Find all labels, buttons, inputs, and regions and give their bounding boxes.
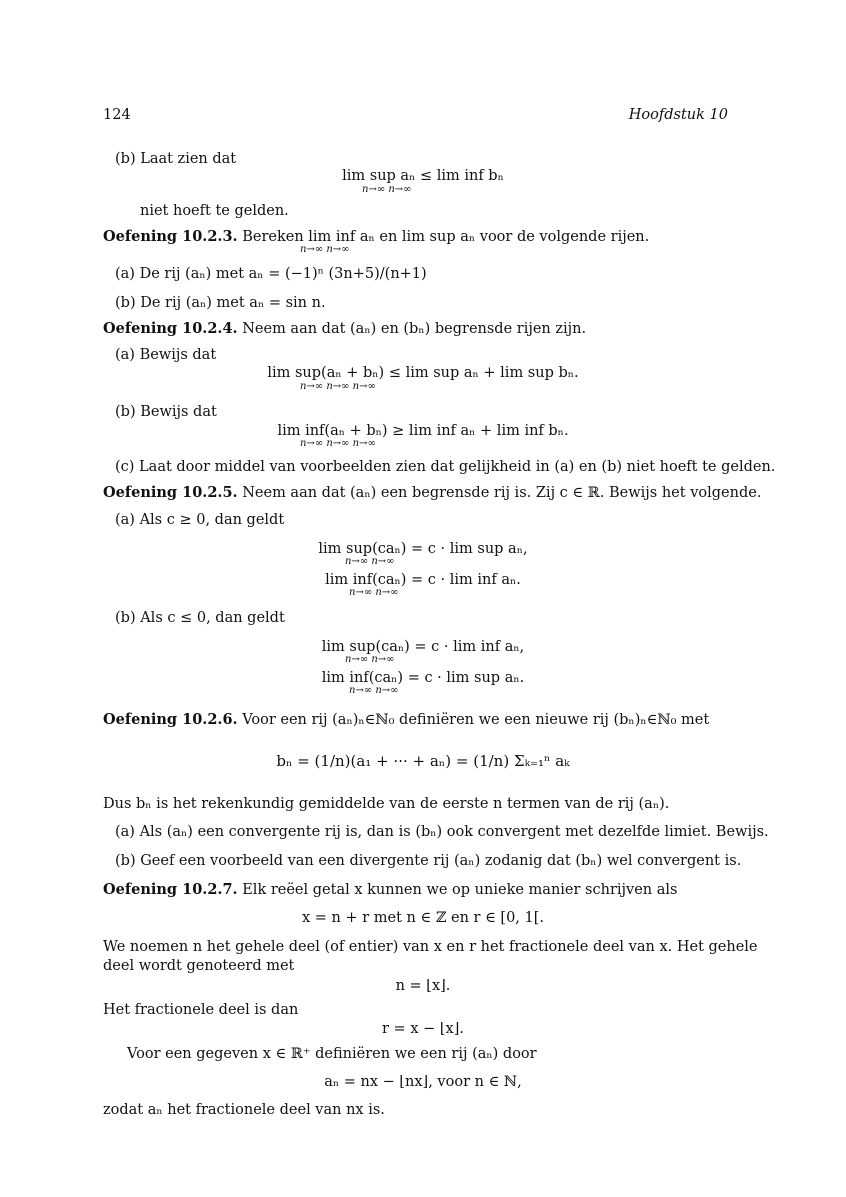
exercise-text: Neem aan dat (aₙ) en (bₙ) begrensde rijen zijn. — [242, 321, 587, 337]
text-line: (a) De rij (aₙ) met aₙ = (−1)ⁿ (3n+5)/(n+1) — [115, 266, 427, 282]
text-line: (b) Laat zien dat — [115, 151, 237, 167]
equation: lim sup(caₙ) = c · lim inf aₙ, — [321, 639, 525, 655]
equation: r = x − ⌊x⌋. — [382, 1021, 464, 1037]
exercise-title: Oefening 10.2.7. — [103, 881, 238, 898]
equation: lim sup(aₙ + bₙ) ≤ lim sup aₙ + lim sup bₙ. — [267, 365, 579, 381]
exercise-title: Oefening 10.2.6. — [103, 711, 238, 728]
equation: x = n + r met n ∈ ℤ en r ∈ [0, 1[. — [301, 910, 545, 926]
text-line: zodat aₙ het fractionele deel van nx is. — [103, 1102, 385, 1118]
exercise-text: Voor een rij (aₙ)ₙ∈ℕ₀ definiëren we een nieuwe rij (bₙ)ₙ∈ℕ₀ met — [242, 712, 710, 728]
exercise-title: Oefening 10.2.4. — [103, 320, 238, 337]
exercise-text: Neem aan dat (aₙ) een begrensde rij is. Zij c ∈ ℝ. Bewijs het volgende. — [242, 485, 762, 501]
equation: lim inf(aₙ + bₙ) ≥ lim inf aₙ + lim inf bₙ. — [277, 423, 569, 439]
equation: lim inf(caₙ) = c · lim sup aₙ. — [321, 670, 525, 686]
exercise-title: Oefening 10.2.5. — [103, 484, 238, 501]
equation: bₙ = (1/n)(a₁ + ··· + aₙ) = (1/n) Σₖ₌₁ⁿ aₖ — [276, 752, 570, 770]
text-line: (b) Bewijs dat — [115, 404, 217, 420]
equation-subscript: n→∞ n→∞ — [345, 654, 395, 665]
equation: aₙ = nx − ⌊nx⌋, voor n ∈ ℕ, — [324, 1074, 522, 1090]
text-line: We noemen n het gehele deel (of entier) van x en r het fractionele deel van x. Het gehele — [103, 939, 758, 955]
exercise-text: Elk reëel getal x kunnen we op unieke manier schrijven als — [242, 882, 678, 898]
chapter-title: Hoofdstuk 10 — [628, 107, 728, 123]
text-line: deel wordt genoteerd met — [103, 958, 295, 974]
text-line: (b) De rij (aₙ) met aₙ = sin n. — [115, 295, 326, 311]
equation: n = ⌊x⌋. — [395, 978, 451, 994]
text-line: (c) Laat door middel van voorbeelden zien dat gelijkheid in (a) en (b) niet hoeft te gelden. — [115, 459, 776, 475]
text-line: (a) Bewijs dat — [115, 347, 217, 363]
exercise-10-2-7 — [103, 881, 677, 899]
page-number: 124 — [103, 107, 131, 123]
equation: lim sup(caₙ) = c · lim sup aₙ, — [318, 541, 528, 557]
exercise-text: Bereken lim inf aₙ en lim sup aₙ voor de volgende rijen. — [242, 229, 650, 245]
exercise-10-2-4 — [103, 320, 586, 338]
equation-subscript: n→∞ n→∞ n→∞ — [300, 438, 376, 449]
equation-subscript: n→∞ n→∞ n→∞ — [300, 381, 376, 392]
text-line: (b) Geef een voorbeeld van een divergente rij (aₙ) zodanig dat (bₙ) wel convergent is. — [115, 853, 742, 869]
exercise-10-2-5 — [103, 484, 761, 502]
exercise-title: Oefening 10.2.3. — [103, 228, 238, 245]
equation: lim sup aₙ ≤ lim inf bₙ — [342, 168, 504, 184]
equation-subscript: n→∞ n→∞ — [300, 244, 350, 255]
exercise-10-2-6 — [103, 711, 709, 729]
text-line: (a) Als (aₙ) een convergente rij is, dan is (bₙ) ook convergent met dezelfde limiet. Bewijs. — [115, 824, 769, 840]
exercise-10-2-3 — [103, 228, 649, 246]
text-line: Dus bₙ is het rekenkundig gemiddelde van de eerste n termen van de rij (aₙ). — [103, 796, 670, 812]
text-line: (a) Als c ≥ 0, dan geldt — [115, 512, 285, 528]
text-line: Het fractionele deel is dan — [103, 1002, 299, 1018]
text-line: (b) Als c ≤ 0, dan geldt — [115, 610, 285, 626]
equation-subscript: n→∞ n→∞ — [349, 685, 399, 696]
text-line: Voor een gegeven x ∈ ℝ⁺ definiëren we een rij (aₙ) door — [127, 1046, 537, 1062]
text-line: niet hoeft te gelden. — [140, 203, 289, 219]
equation-subscript: n→∞ n→∞ — [362, 184, 412, 195]
equation-subscript: n→∞ n→∞ — [345, 556, 395, 567]
equation-subscript: n→∞ n→∞ — [349, 587, 399, 598]
equation: lim inf(caₙ) = c · lim inf aₙ. — [325, 572, 521, 588]
